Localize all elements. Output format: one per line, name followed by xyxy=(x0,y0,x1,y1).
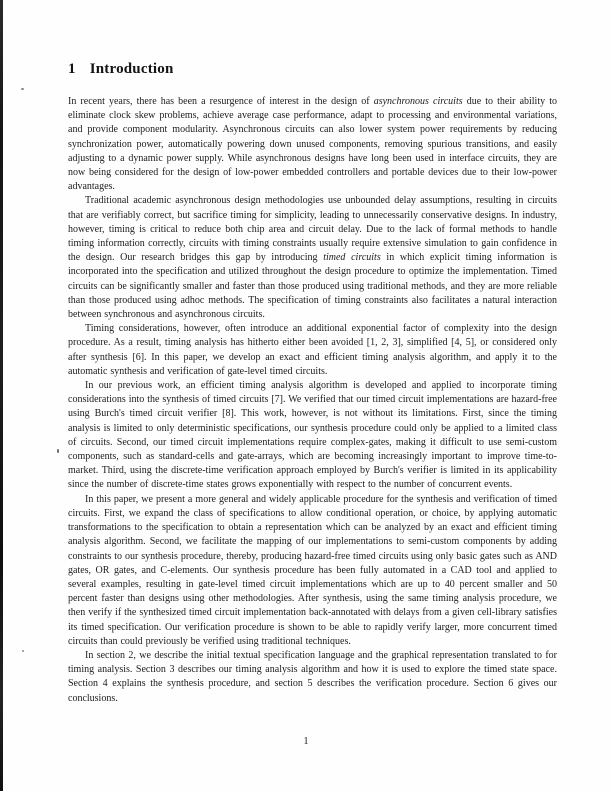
paragraph-4 xyxy=(68,379,557,493)
scan-speck xyxy=(57,449,59,453)
paragraph-2 xyxy=(68,194,557,322)
scan-speck xyxy=(22,650,24,652)
scan-edge-artifact xyxy=(0,0,3,791)
text-segment: Timing considerations, however, often introduce an additional exponential factor of complexity into the design procedure. As a result, timing analysis has hitherto either been avoided [1, 2, 3], simplified [4, 5], or considered only after synthesis [6]. In this paper, we develop an exact and efficient timing analysis algorithm, and apply it to the automatic synthesis and verification of gate-level timed circuits. xyxy=(68,323,557,377)
page-content xyxy=(68,61,557,706)
italic-term-timed-circuits: timed circuits xyxy=(323,252,381,264)
text-segment: In recent years, there has been a resurgence of interest in the design of xyxy=(68,96,374,107)
paragraph-5 xyxy=(68,493,557,649)
paragraph-1 xyxy=(68,95,557,194)
paragraph-3 xyxy=(68,322,557,379)
paragraph-6 xyxy=(68,649,557,706)
text-segment: In section 2, we describe the initial textual specification language and the graphical representation translated to for timing analysis. Section 3 describes our timing analysis algorithm and how it is used to explore the timed state space. Section 4 explains the synthesis procedure, and section 5 describes the verification procedure. Section 6 gives our conclusions. xyxy=(68,649,557,704)
text-segment: Traditional academic asynchronous design methodologies use unbounded delay assumptions, resulting in circuits that are verifiably correct, but sacrifice timing for simplicity, leading to unnecessarily conservative designs. In industry, however, timing is critical to reduce both chip area and circuit delay. Due to the lack of formal methods to handle timing information correctly, circuits with timing constraints usually require extensive simulation to gain confidence in the design. Our research bridges this gap by introducing xyxy=(68,195,557,264)
scan-speck xyxy=(21,88,24,90)
section-number: 1 xyxy=(68,61,76,77)
text-segment: in which explicit timing information is incorporated into the specification and utilized throughout the design procedure to optimize the implementation. Timed circuits can be significantly smaller and faster than those produced using traditional methods, and they are more reliable than those produced using adhoc methods. The specification of timing constraints also facilitates a natural interaction between synchronous and asynchronous circuits. xyxy=(68,252,557,321)
text-segment: due to their ability to eliminate clock skew problems, achieve average case performance, adapt to processing and environmental variations, and provide component modularity. Asynchronous circuits can also lower system power requirements by reducing synchronization power, automatically powering down unused components, removing spurious transitions, and easily adjusting to a dynamic power supply. While asynchronous designs have long been used in interface circuits, they are now being considered for the design of low-power embedded controllers and portable devices due to their low-power advantages. xyxy=(68,96,557,193)
section-heading xyxy=(68,61,557,78)
text-segment: In this paper, we present a more general and widely applicable procedure for the synthesis and verification of timed circuits. First, we expand the class of specifications to allow conditional operation, or choice, by applying automatic transformations to the specification to obtain a representation which can be analyzed by an exact and efficient timing analysis algorithm. Second, we facilitate the mapping of our implementations to semi-custom components by adding constraints to our synthesis procedure, thereby, producing hazard-free timed circuits using only basic gates such as AND gates, OR gates, and C-elements. Our synthesis procedure has been fully automated in a CAD tool and applied to several examples, resulting in gate-level timed circuit implementations which are up to 40 percent smaller and 50 percent faster than designs using other methodologies. After synthesis, using the same timing analysis procedure, we then verify if the synthesized timed circuit implementation back-annotated with delays from a given cell-library satisfies its timed specification. Our verification procedure is shown to be able to rapidly verify larger, more concurrent timed circuits than could previously be verified using traditional techniques. xyxy=(68,493,557,647)
text-segment: In our previous work, an efficient timing analysis algorithm is developed and applied to incorporate timing considerations into the synthesis of timed circuits [7]. We verified that our timed circuit implementations are hazard-free using Burch's timed circuit verifier [8]. This work, however, is not without its limitations. First, since the timing analysis is limited to only deterministic specifications, our synthesis procedure could only be applied to a limited class of circuits. Second, our timed circuit implementations require complex-gates, making it difficult to use semi-custom components, such as standard-cells and gate-arrays, which are becoming increasingly important to improve time-to-market. Third, using the discrete-time verification approach employed by Burch's verifier is limited in its applicability since the number of discrete-time states grows exponentially with respect to the number of concurrent events. xyxy=(68,380,557,491)
section-title: Introduction xyxy=(89,61,174,77)
italic-term-asynchronous-circuits: asynchronous circuits xyxy=(373,96,463,107)
page-number: 1 xyxy=(303,736,309,747)
